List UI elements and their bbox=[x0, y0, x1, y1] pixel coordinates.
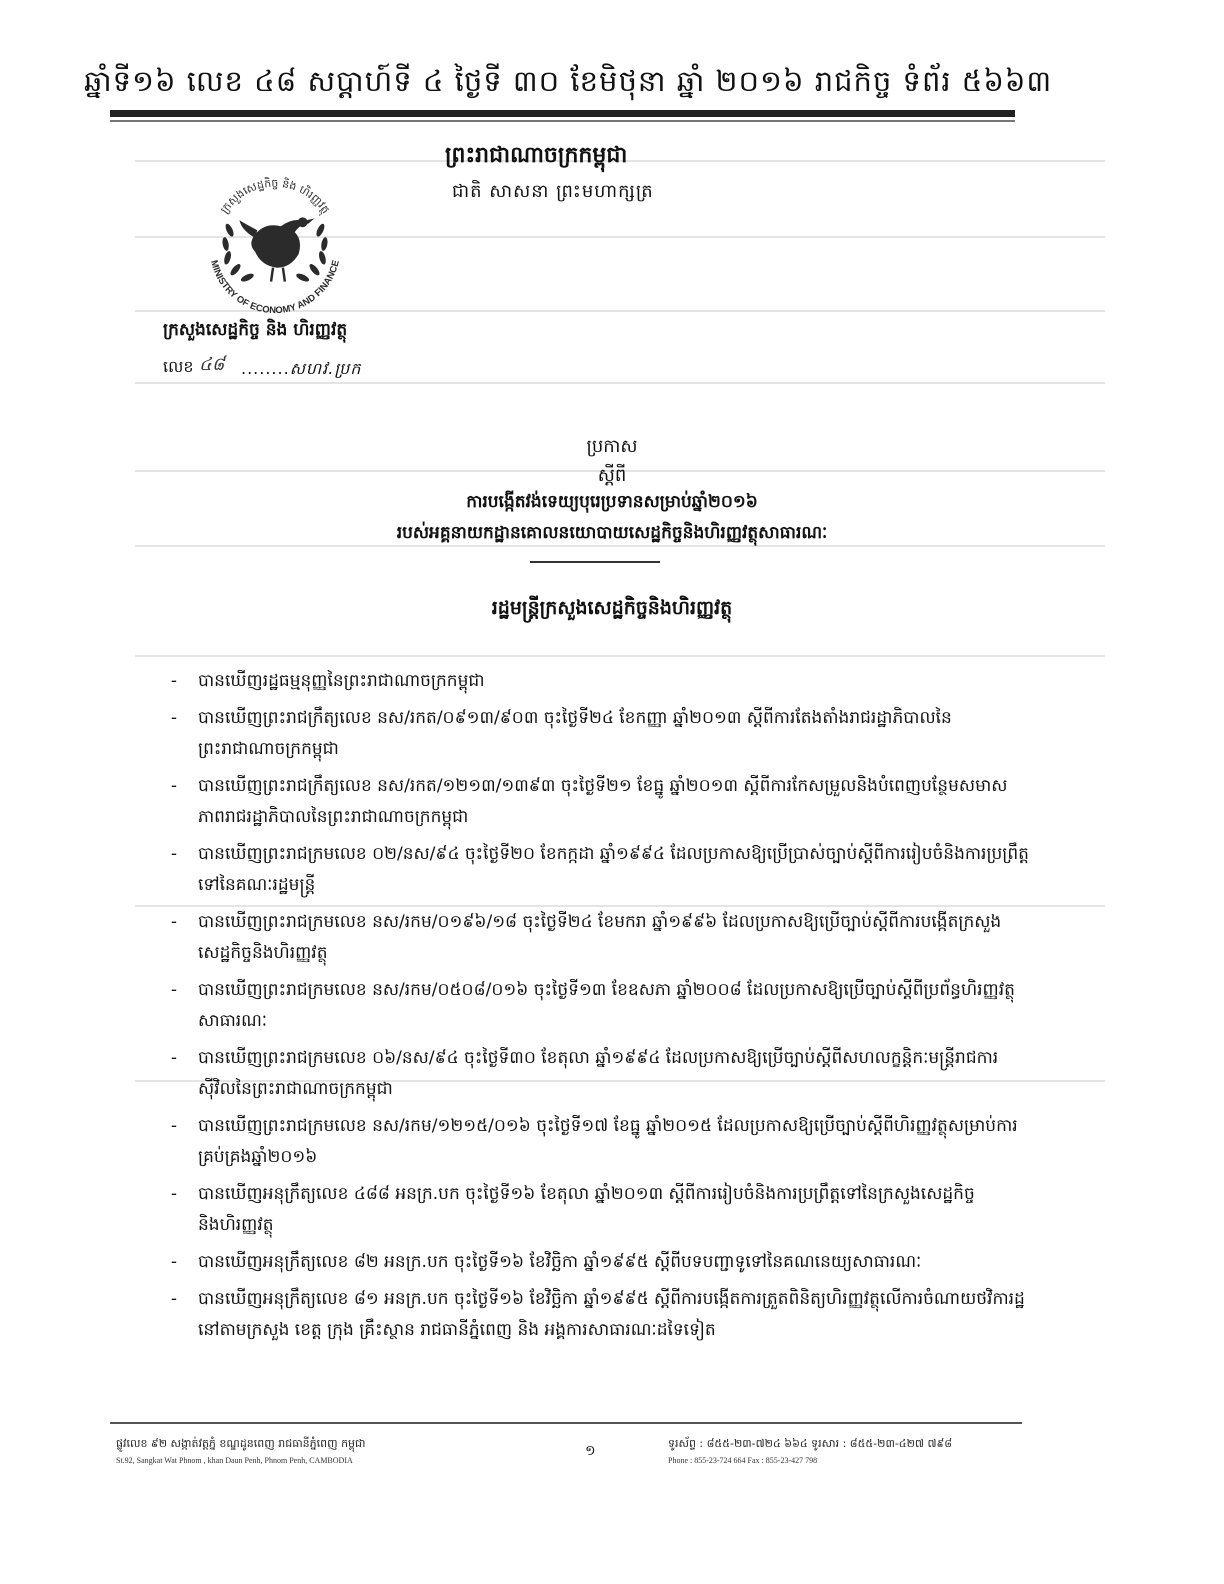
footer-rule bbox=[110, 1422, 1022, 1424]
reference-item: - បានឃើញព្រះរាជក្រមលេខ ០៦/នស/៩៤ ចុះថ្ងៃទី៣០ ខែតុលា ឆ្នាំ១៩៩៤ ដែលប្រកាសឱ្យប្រើច្បាប់ស្តីពីសហលក្ខន្តិកៈមន្ត្រីរាជការស៊ីវិលនៃព្រះរាជាណាចក្រកម្ពុជា bbox=[160, 1043, 1030, 1105]
dash-bullet: - bbox=[170, 980, 178, 1000]
dash-bullet: - bbox=[170, 1252, 178, 1272]
dash-bullet: - bbox=[170, 1048, 178, 1068]
minister-title: រដ្ឋមន្ត្រីក្រសួងសេដ្ឋកិច្ចនិងហិរញ្ញវត្ថុ bbox=[491, 597, 733, 619]
header-rule-thick bbox=[110, 110, 1015, 117]
ministry-name: ក្រសួងសេដ្ឋកិច្ច និង ហិរញ្ញវត្ថុ bbox=[163, 320, 348, 340]
seal-bottom-text: MINISTRY OF ECONOMY AND FINANCE bbox=[209, 259, 341, 316]
footer-address-khmer: ផ្លូវលេខ ៩២ សង្កាត់វត្តភ្នំ ខណ្ឌដូនពេញ រាជធានីភ្នំពេញ កម្ពុជា bbox=[116, 1437, 366, 1450]
reference-item: - បានឃើញព្រះរាជក្រមលេខ នស/រកម/០៥០៨/០១៦ ចុះថ្ងៃទី១៣ ខែឧសភា ឆ្នាំ២០០៨ ដែលប្រកាសឱ្យប្រើច្បាប់ស្តីពីប្រព័ន្ធហិរញ្ញវត្ថុសាធារណៈ bbox=[160, 975, 1030, 1037]
reference-item: - បានឃើញរដ្ឋធម្មនុញ្ញនៃព្រះរាជាណាចក្រកម្ពុជា bbox=[160, 666, 1030, 697]
page-number: ១ bbox=[585, 1443, 596, 1459]
reference-item: - បានឃើញព្រះរាជក្រឹត្យលេខ នស/រកត/១២១៣/១៣៩៣ ចុះថ្ងៃទី២១ ខែធ្នូ ឆ្នាំ២០១៣ ស្តីពីការកែសម្រួលនិងបំពេញបន្ថែមសមាសភាពរាជរដ្ឋាភិបាលនៃព្រះរាជាណាចក្រកម្ពុជា bbox=[160, 771, 1030, 833]
dash-bullet: - bbox=[170, 1289, 178, 1309]
seal-top-text: ក្រសួងសេដ្ឋកិច្ច និង ហិរញ្ញវត្ថុ bbox=[217, 176, 333, 216]
bird-emblem-icon bbox=[239, 217, 314, 281]
subject-line-1: ការបង្កើតវង់ទេយ្យបុរេប្រទានសម្រាប់ឆ្នាំ២០១៦ bbox=[466, 492, 758, 512]
dash-bullet: - bbox=[170, 912, 178, 932]
reference-item: - បានឃើញអនុក្រឹត្យលេខ ៨១ អនក្រ.បក ចុះថ្ងៃទី១៦ ខែវិច្ឆិកា ឆ្នាំ១៩៩៥ ស្តីពីការបង្កើតការត្រួតពិនិត្យហិរញ្ញវត្ថុលើការចំណាយថវិការដ្ឋនៅតាមក្រសួង ខេត្ត ក្រុង គ្រឹះស្ថាន រាជធានីភ្នំពេញ និង អង្គការសាធារណៈដទៃទៀត bbox=[160, 1284, 1030, 1346]
dash-bullet: - bbox=[170, 671, 178, 691]
subject-line-2: របស់អគ្គនាយកដ្ឋានគោលនយោបាយសេដ្ឋកិច្ចនិងហិរញ្ញវត្ថុសាធារណៈ bbox=[396, 523, 828, 543]
scan-bleed-line bbox=[135, 655, 1105, 657]
reference-item: - បានឃើញអនុក្រឹត្យលេខ ៤៨៨ អនក្រ.បក ចុះថ្ងៃទី១៦ ខែតុលា ឆ្នាំ២០១៣ ស្តីពីការរៀបចំនិងការប្រព្រឹត្តទៅនៃក្រសួងសេដ្ឋកិច្ចនិងហិរញ្ញវត្ថុ bbox=[160, 1179, 1030, 1241]
reference-dots: ........សហវ.ប្រក bbox=[241, 359, 362, 378]
regarding-heading: ស្តីពី bbox=[597, 465, 627, 486]
dash-bullet: - bbox=[170, 776, 178, 796]
declaration-heading: ប្រកាស bbox=[586, 436, 638, 457]
gazette-header: ឆ្នាំទី១៦ លេខ ៤៨ សប្តាហ៍ទី ៤ ថ្ងៃទី ៣០ ខែមិថុនា ឆ្នាំ ២០១៦ រាជកិច្ច ទំព័រ ៥៦៦៣ bbox=[84, 64, 1053, 98]
reference-item: - បានឃើញព្រះរាជក្រមលេខ នស/រកម/០១៩៦/១៨ ចុះថ្ងៃទី២៤ ខែមករា ឆ្នាំ១៩៩៦ ដែលប្រកាសឱ្យប្រើច្បាប់ស្តីពីការបង្កើតក្រសួងសេដ្ឋកិច្ចនិងហិរញ្ញវត្ថុ bbox=[160, 907, 1030, 969]
footer-phone-khmer: ទូរស័ព្ទ : ៨៥៥-២៣-៧២៤ ៦៦៤ ទូរសារ : ៨៥៥-២៣-៤២៧ ៧៩៨ bbox=[668, 1437, 953, 1450]
legal-references-list bbox=[160, 666, 1030, 1346]
footer-address-english: St.92, Sangkat Wat Phnom , khan Daun Penh, Phnom Penh, CAMBODIA bbox=[116, 1456, 353, 1465]
reference-item: - បានឃើញអនុក្រឹត្យលេខ ៨២ អនក្រ.បក ចុះថ្ងៃទី១៦ ខែវិច្ឆិកា ឆ្នាំ១៩៩៥ ស្តីពីបទបញ្ជាទូទៅនៃគណនេយ្យសាធារណៈ bbox=[160, 1247, 1030, 1278]
kingdom-title: ព្រះរាជាណាចក្រកម្ពុជា bbox=[445, 143, 628, 168]
document-reference-number bbox=[163, 354, 403, 382]
dash-bullet: - bbox=[170, 844, 178, 864]
handwritten-reference-number: ៤៨ bbox=[199, 354, 225, 375]
header-rule-thin bbox=[110, 120, 1015, 122]
title-divider bbox=[530, 561, 660, 563]
footer-phone-english: Phone : 855-23-724 664 Fax : 855-23-427 798 bbox=[668, 1456, 818, 1465]
ministry-seal-emblem bbox=[196, 165, 354, 323]
dash-bullet: - bbox=[170, 1116, 178, 1136]
reference-label: លេខ bbox=[163, 357, 194, 376]
dash-bullet: - bbox=[170, 708, 178, 728]
reference-item: - បានឃើញព្រះរាជក្រឹត្យលេខ នស/រកត/០៩១៣/៩០៣ ចុះថ្ងៃទី២៤ ខែកញ្ញា ឆ្នាំ២០១៣ ស្តីពីការតែងតាំងរាជរដ្ឋាភិបាលនៃព្រះរាជាណាចក្រកម្ពុជា bbox=[160, 703, 1030, 765]
reference-item: - បានឃើញព្រះរាជក្រមលេខ នស/រកម/១២១៥/០១៦ ចុះថ្ងៃទី១៧ ខែធ្នូ ឆ្នាំ២០១៥ ដែលប្រកាសឱ្យប្រើច្បាប់ស្តីពីហិរញ្ញវត្ថុសម្រាប់ការគ្រប់គ្រងឆ្នាំ២០១៦ bbox=[160, 1111, 1030, 1173]
reference-item: - បានឃើញព្រះរាជក្រមលេខ ០២/នស/៩៤ ចុះថ្ងៃទី២០ ខែកក្កដា ឆ្នាំ១៩៩៤ ដែលប្រកាសឱ្យប្រើប្រាស់ច្បាប់ស្តីពីការរៀបចំនិងការប្រព្រឹត្តទៅនៃគណៈរដ្ឋមន្ត្រី bbox=[160, 839, 1030, 901]
national-motto: ជាតិ សាសនា ព្រះមហាក្សត្រ bbox=[452, 181, 654, 202]
reference-suffix: សហវ.ប្រក bbox=[289, 359, 362, 378]
dash-bullet: - bbox=[170, 1184, 178, 1204]
scan-bleed-line bbox=[135, 382, 1105, 384]
